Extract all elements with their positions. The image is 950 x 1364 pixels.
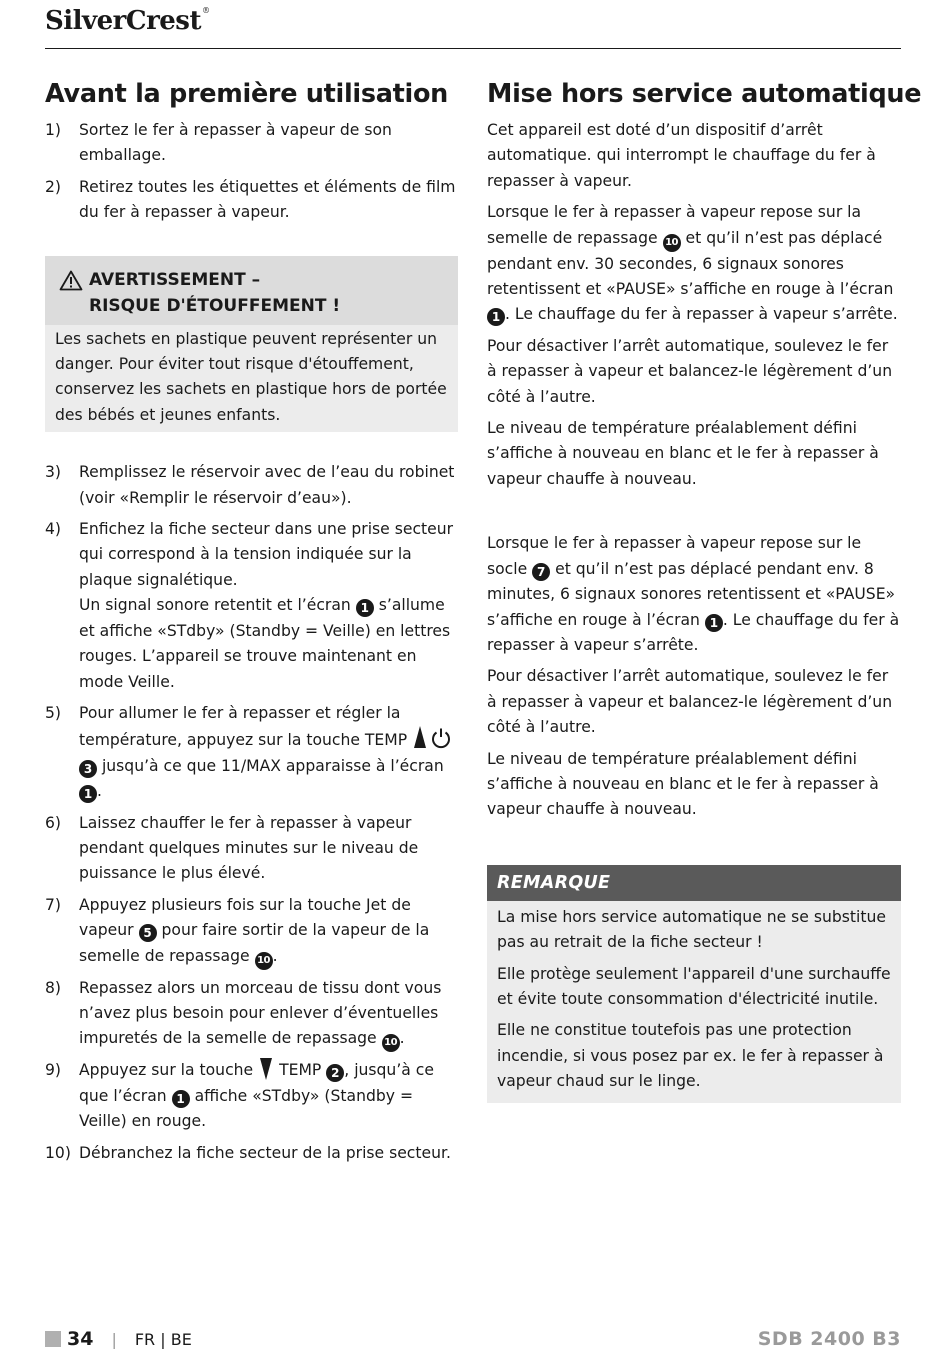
paragraph	[487, 531, 901, 658]
warning-title-line2: RISQUE D'ÉTOUFFEMENT !	[89, 295, 341, 316]
paragraph: Cet appareil est doté d’un dispositif d’arrêt automatique. qui interrompt le chauffage du fer à repasser à vapeur.	[487, 121, 876, 190]
paragraph: Le niveau de température préalablement défini s’affiche à nouveau en blanc et le fer à repasser à vapeur chauffe à nouveau.	[487, 749, 879, 819]
list-item	[45, 175, 458, 226]
step-text-part: Un signal sonore retentit et l’écran	[79, 596, 351, 615]
paragraph	[487, 200, 901, 328]
brand-name: SilverCrest	[45, 6, 201, 36]
step-number: 2)	[45, 177, 62, 196]
section-title-first-use: Avant la première utilisation	[45, 79, 449, 109]
step-text: Remplissez le réservoir avec de l’eau du robinet (voir «Remplir le réservoir d’eau»).	[79, 463, 455, 507]
paragraph-part: . Le chauffage du fer à repasser à vapeur s’arrête.	[487, 610, 900, 654]
reference-number: 1	[356, 599, 374, 617]
warning-title-line1: AVERTISSEMENT –	[89, 269, 261, 290]
step-text-part: Appuyez plusieurs fois sur la touche Jet de vapeur	[79, 895, 411, 940]
note-paragraph: Elle ne constitue toutefois pas une protection incendie, si vous posez par ex. le fer à repasser à vapeur chaud sur le linge.	[497, 1021, 884, 1091]
step-text	[79, 893, 458, 970]
paragraph: Pour désactiver l’arrêt automatique, soulevez le fer à repasser à vapeur et balancez-le légèrement d’un côté à l’autre.	[487, 667, 893, 737]
step-text-part: s’allume et affiche «STdby» (Standby = Veille) en lettres rouges. L’appareil se trouve maintenant en mode Veille.	[79, 596, 451, 691]
temp-up-icon	[414, 726, 426, 748]
reference-number: 5	[139, 924, 157, 942]
list-item	[45, 460, 458, 511]
registered-mark: ®	[201, 6, 210, 15]
note-box	[487, 865, 901, 1103]
step-text-part: Appuyez sur la touche	[79, 1061, 254, 1080]
reference-number: 7	[532, 563, 550, 581]
left-column	[45, 76, 458, 1172]
reference-number: 3	[79, 760, 97, 778]
power-icon	[430, 727, 452, 749]
warning-box	[45, 256, 458, 433]
step-text: Retirez toutes les étiquettes et éléments de film du fer à repasser à vapeur.	[79, 177, 456, 222]
list-item	[45, 1058, 458, 1134]
step-number: 4)	[45, 520, 62, 539]
header-rule	[45, 48, 901, 49]
reference-number: 10	[382, 1034, 400, 1052]
warning-triangle-icon	[59, 270, 83, 319]
paragraph-part: Lorsque le fer à repasser à vapeur repose sur la semelle de repassage	[487, 203, 862, 247]
step-text-part: Pour allumer le fer à repasser et régler la température, appuyez sur la touche TEMP	[79, 703, 408, 750]
warning-header	[45, 256, 458, 325]
step-number: 7)	[45, 895, 62, 914]
reference-number: 1	[487, 308, 505, 326]
paragraph: Pour désactiver l’arrêt automatique, soulevez le fer à repasser à vapeur et balancez-le légèrement d’un côté à l’autre.	[487, 336, 893, 406]
reference-number: 1	[172, 1090, 190, 1108]
list-item	[45, 976, 458, 1053]
step-number: 6)	[45, 813, 62, 832]
step-text	[79, 1058, 458, 1134]
paragraph-part: Lorsque le fer à repasser à vapeur repose sur le socle	[487, 534, 862, 578]
step-text-part: Repassez alors un morceau de tissu dont vous n’avez plus besoin pour enlever d’éventuelles impuretés de la semelle de repassage	[79, 978, 442, 1048]
steps-list-b	[45, 460, 458, 1166]
page-number: 34	[67, 1328, 94, 1350]
step-text-part: pour faire sortir de la vapeur de la semelle de repassage	[79, 921, 430, 965]
paragraph-part: . Le chauffage du fer à repasser à vapeur s’arrête.	[505, 305, 898, 324]
step-text-part: .	[97, 782, 102, 801]
reference-number: 10	[663, 234, 681, 252]
warning-text: Les sachets en plastique peuvent représenter un danger. Pour éviter tout risque d'étouffement, conservez les sachets en plastique hors de portée des bébés et jeunes enfants.	[55, 329, 447, 424]
step-text	[79, 976, 458, 1053]
footer-left	[45, 1328, 192, 1350]
step-text-part: , jusqu’à ce que l’écran	[79, 1061, 434, 1105]
list-item	[45, 1141, 458, 1166]
step-text-part: .	[272, 946, 278, 965]
step-text-part: Enfichez la fiche secteur dans une prise secteur qui correspond à la tension indiquée sur la plaque signalétique.	[79, 520, 454, 589]
reference-number: 2	[326, 1064, 344, 1082]
step-number: 9)	[45, 1061, 62, 1080]
step-number: 8)	[45, 978, 62, 997]
section-title-auto-off: Mise hors service automatique	[487, 79, 922, 109]
list-item	[45, 118, 458, 169]
step-number: 1)	[45, 121, 62, 139]
spacer	[487, 498, 901, 531]
warning-body	[45, 325, 458, 433]
step-number: 10)	[45, 1143, 71, 1162]
footer-separator: |	[111, 1329, 117, 1349]
steps-list-a	[45, 118, 458, 226]
right-column	[487, 76, 922, 1103]
step-text-part: affiche «STdby» (Standby = Veille) en rouge.	[79, 1086, 414, 1131]
reference-number: 1	[79, 785, 97, 803]
step-text	[79, 517, 458, 695]
paragraph-part: et qu’il n’est pas déplacé pendant env. 8 minutes, 6 signaux sonores retentissent et «PAUSE» s’affiche en rouge à l’écran	[487, 559, 896, 629]
note-paragraph: La mise hors service automatique ne se substitue pas au retrait de la fiche secteur !	[497, 907, 886, 952]
step-number: 5)	[45, 703, 62, 722]
note-paragraph: Elle protège seulement l'appareil d'une surchauffe et évite toute consommation d'électricité inutile.	[497, 964, 891, 1008]
step-text: Débranchez la fiche secteur de la prise secteur.	[79, 1143, 451, 1162]
paragraph: Le niveau de température préalablement défini s’affiche à nouveau en blanc et le fer à repasser à vapeur chauffe à nouveau.	[487, 419, 879, 488]
step-text-part: .	[399, 1029, 405, 1048]
step-text: Sortez le fer à repasser à vapeur de son emballage.	[79, 121, 392, 165]
step-text	[79, 701, 458, 805]
page-marker-icon	[45, 1331, 61, 1347]
brand-logo	[45, 6, 209, 36]
temp-down-icon	[260, 1058, 272, 1080]
step-text: Laissez chauffer le fer à repasser à vapeur pendant quelques minutes sur le niveau de puissance le plus élevé.	[79, 813, 419, 883]
warning-title	[89, 267, 340, 319]
reference-number: 1	[705, 614, 723, 632]
step-text-part: jusqu’à ce que 11/MAX apparaisse à l’écran	[101, 756, 444, 775]
step-number: 3)	[45, 463, 62, 482]
note-title: REMARQUE	[487, 865, 901, 901]
list-item	[45, 517, 458, 695]
paragraph-part: et qu’il n’est pas déplacé pendant env. 30 secondes, 6 signaux sonores retentissent et «PAUSE» s’affiche en rouge à l’écran	[487, 228, 894, 299]
list-item	[45, 893, 458, 970]
reference-number: 10	[255, 952, 273, 970]
language-codes: FR | BE	[134, 1329, 192, 1349]
list-item	[45, 701, 458, 805]
note-body	[487, 901, 901, 1103]
step-text-part: TEMP	[279, 1061, 322, 1080]
list-item	[45, 811, 458, 887]
model-number: SDB 2400 B3	[757, 1328, 901, 1350]
